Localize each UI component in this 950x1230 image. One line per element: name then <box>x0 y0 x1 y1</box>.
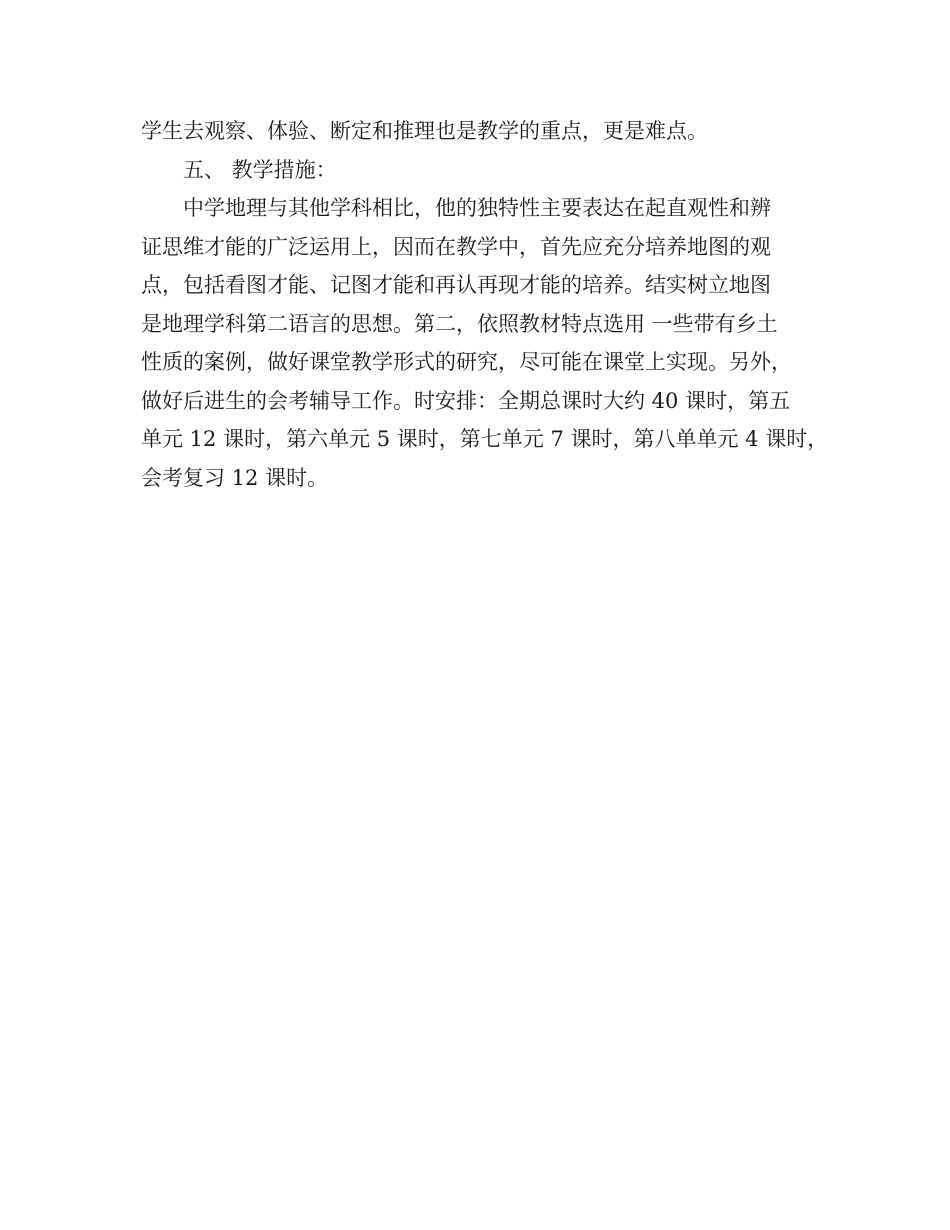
text-line: 证思维才能的广泛运用上，因而在教学中，首先应充分培养地图的观 <box>141 234 771 259</box>
body-text <box>141 112 841 497</box>
text-line: 会考复习 12 课时。 <box>141 465 329 490</box>
text-line: 做好后进生的会考辅导工作。时安排：全期总课时大约 40 课时，第五 <box>141 388 791 413</box>
text-line: 单元 12 课时，第六单元 5 课时，第七单元 7 课时，第八单单元 4 课时， <box>141 427 829 451</box>
text-line: 性质的案例，做好课堂教学形式的研究，尽可能在课堂上实现。另外， <box>141 350 792 374</box>
section-heading: 五、 教学措施： <box>183 157 337 182</box>
text-line: 中学地理与其他学科相比，他的独特性主要表达在起直观性和辨 <box>183 196 771 220</box>
text-line: 点，包括看图才能、记图才能和再认再现才能的培养。结实树立地图 <box>141 273 771 297</box>
text-line: 学生去观察、体验、断定和推理也是教学的重点，更是难点。 <box>141 119 708 143</box>
text-line: 是地理学科第二语言的思想。第二，依照教材特点选用 一些带有乡土 <box>141 311 778 336</box>
